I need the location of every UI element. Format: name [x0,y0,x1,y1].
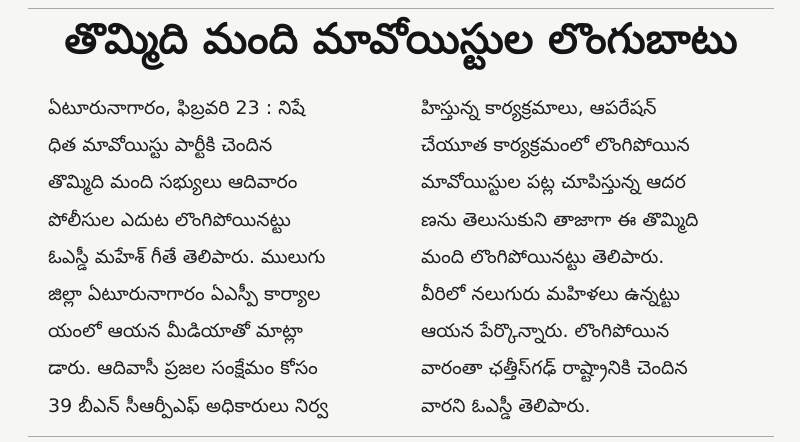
text-line: వారంతా ఛత్తీస్‌గఢ్ రాష్ట్రానికి చెందిన [421,357,688,380]
text-line: చేయూత కార్యక్రమంలో లొంగిపోయిన [421,134,690,157]
text-line: మావోయిస్టుల పట్ల చూపిస్తున్న ఆదర [421,171,686,194]
text-line: ఏటూరునాగారం, ఫిబ్రవరి 23 : నిషే [48,97,306,119]
bottom-rule [28,436,774,437]
text-line: ఆయన పేర్కొన్నారు. లొంగిపోయిన [421,320,670,343]
text-line: ఓఎస్డీ మహేశ్ గీతే తెలిపారు. ములుగు [48,245,326,268]
text-line: ణను తెలుసుకుని తాజాగా ఈ తొమ్మిది [421,208,699,231]
text-line: ధిత మావోయిస్టు పార్టీకి చెందిన [48,134,273,157]
text-line: హిస్తున్న కార్యక్రమాలు, ఆపరేషన్ [421,97,657,119]
text-line: జిల్లా ఏటూరునాగారం ఏఎస్పీ కార్యాల [48,282,321,305]
article-headline: తొమ్మిది మంది మావోయిస్టుల లొంగుబాటు [64,14,738,63]
text-line: వారని ఓఎస్డీ తెలిపారు. [421,394,591,417]
text-line: డారు. ఆదివాసీ ప్రజల సంక్షేమం కోసం [48,357,318,380]
text-line: 39 బీఎన్ సీఆర్పీఎఫ్ అధికారులు నిర్వ [48,394,329,417]
text-line: వీరిలో నలుగురు మహిళలు ఉన్నట్టు [421,282,680,305]
text-line: తొమ్మిది మంది సభ్యులు ఆదివారం [48,171,298,194]
article-column-right [421,90,783,425]
article-column-left [48,90,410,425]
text-line: యంలో ఆయన మీడియాతో మాట్లా [48,320,303,343]
top-rule [28,8,774,9]
text-line: మంది లొంగిపోయినట్టు తెలిపారు. [421,245,665,268]
text-line: పోలీసుల ఎదుట లొంగిపోయినట్టు [48,208,291,231]
